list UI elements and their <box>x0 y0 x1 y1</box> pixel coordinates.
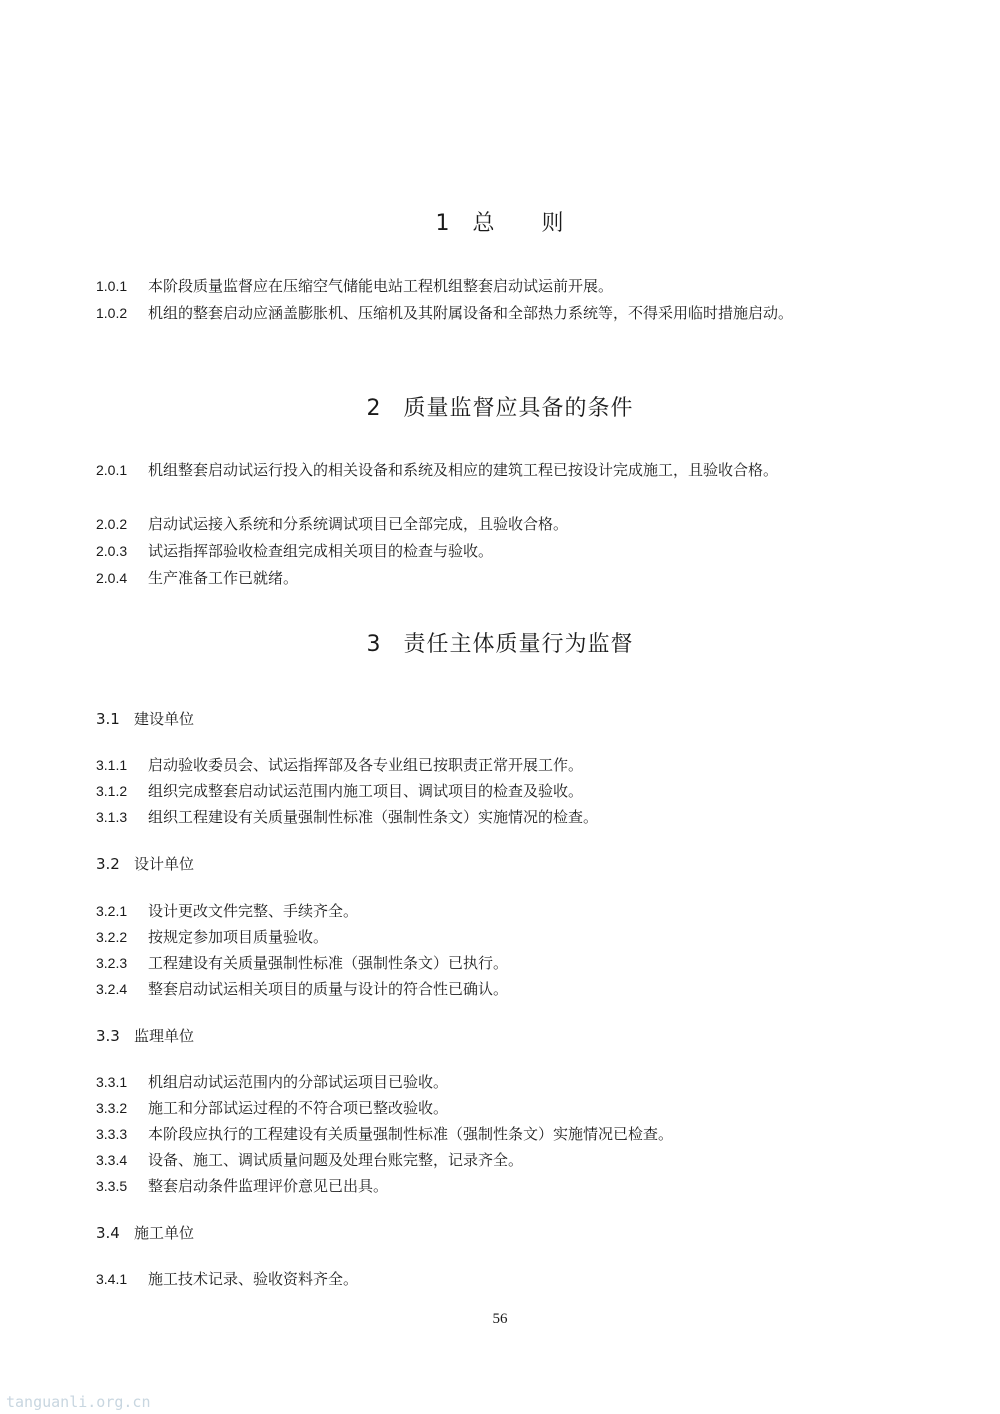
clause-text: 试运指挥部验收检查组完成相关项目的检查与验收。 <box>148 542 494 560</box>
chapter-number: 1 <box>435 211 451 236</box>
clause-text: 本阶段质量监督应在压缩空气储能电站工程机组整套启动试运前开展。 <box>148 277 614 295</box>
section-number: 3.2 <box>96 855 120 873</box>
section-heading: 建设单位 <box>134 710 195 728</box>
clause-2-0-2 <box>96 510 896 538</box>
page-number: 56 <box>492 1311 508 1327</box>
clause-text: 本阶段应执行的工程建设有关质量强制性标准（强制性条文）实施情况已检查。 <box>148 1125 674 1143</box>
site-watermark: tanguanli.org.cn <box>6 1393 151 1411</box>
clause-2-0-4 <box>96 564 896 592</box>
clause-3-2-3 <box>96 949 896 977</box>
section-number: 3.4 <box>96 1224 120 1242</box>
clause-number: 3.1.1 <box>96 757 128 773</box>
clause-text: 机组的整套启动应涵盖膨胀机、压缩机及其附属设备和全部热力系统等，不得采用临时措施启动。 <box>148 304 794 322</box>
clause-3-3-2 <box>96 1094 896 1122</box>
chapter-number: 3 <box>366 632 382 657</box>
clause-3-3-4 <box>96 1146 896 1174</box>
section-number: 3.1 <box>96 710 120 728</box>
clause-text: 设计更改文件完整、手续齐全。 <box>148 902 359 920</box>
clause-number: 1.0.2 <box>96 305 128 321</box>
clause-text: 机组启动试运范围内的分部试运项目已验收。 <box>148 1073 449 1091</box>
clause-text: 施工和分部试运过程的不符合项已整改验收。 <box>148 1099 449 1117</box>
chapter-heading: 总 则 <box>472 211 565 236</box>
clause-text: 机组整套启动试运行投入的相关设备和系统及相应的建筑工程已按设计完成施工，且验收合格。 <box>148 461 779 479</box>
clause-text: 设备、施工、调试质量问题及处理台账完整，记录齐全。 <box>148 1151 524 1169</box>
clause-number: 3.3.3 <box>96 1126 128 1142</box>
clause-number: 3.1.3 <box>96 809 128 825</box>
clause-3-2-1 <box>96 897 896 925</box>
clause-text: 组织工程建设有关质量强制性标准（强制性条文）实施情况的检查。 <box>148 808 599 826</box>
chapter-heading: 质量监督应具备的条件 <box>403 396 634 421</box>
clause-3-1-3 <box>96 803 896 831</box>
clause-2-0-3 <box>96 537 896 565</box>
clause-1-0-2 <box>96 299 896 327</box>
clause-text: 启动验收委员会、试运指挥部及各专业组已按职责正常开展工作。 <box>148 756 584 774</box>
clause-number: 2.0.2 <box>96 516 128 532</box>
section-3-1-title <box>96 708 194 729</box>
section-heading: 设计单位 <box>134 855 195 873</box>
clause-3-1-1 <box>96 751 896 779</box>
clause-number: 2.0.1 <box>96 462 128 478</box>
clause-number: 3.2.4 <box>96 981 128 997</box>
section-3-2-title <box>96 853 194 874</box>
clause-text: 施工技术记录、验收资料齐全。 <box>148 1270 359 1288</box>
clause-number: 3.3.4 <box>96 1152 128 1168</box>
clause-number: 2.0.3 <box>96 543 128 559</box>
chapter-2-title <box>0 391 1000 422</box>
section-heading: 施工单位 <box>134 1224 195 1242</box>
clause-text: 整套启动条件监理评价意见已出具。 <box>148 1177 389 1195</box>
clause-number: 3.3.2 <box>96 1100 128 1116</box>
clause-3-3-1 <box>96 1068 896 1096</box>
clause-number: 3.3.5 <box>96 1178 128 1194</box>
clause-number: 3.4.1 <box>96 1271 128 1287</box>
chapter-3-title <box>0 627 1000 658</box>
clause-1-0-1 <box>96 272 896 300</box>
clause-text: 组织完成整套启动试运范围内施工项目、调试项目的检查及验收。 <box>148 782 584 800</box>
clause-3-4-1 <box>96 1265 896 1293</box>
clause-3-3-5 <box>96 1172 896 1200</box>
clause-text: 工程建设有关质量强制性标准（强制性条文）已执行。 <box>148 954 509 972</box>
section-heading: 监理单位 <box>134 1027 195 1045</box>
section-3-3-title <box>96 1025 194 1046</box>
clause-number: 3.3.1 <box>96 1074 128 1090</box>
clause-number: 3.2.1 <box>96 903 128 919</box>
clause-number: 3.2.2 <box>96 929 128 945</box>
clause-number: 3.1.2 <box>96 783 128 799</box>
section-3-4-title <box>96 1222 194 1243</box>
chapter-number: 2 <box>366 396 382 421</box>
chapter-heading: 责任主体质量行为监督 <box>403 632 634 657</box>
clause-text: 按规定参加项目质量验收。 <box>148 928 329 946</box>
clause-2-0-1 <box>96 456 896 484</box>
section-number: 3.3 <box>96 1027 120 1045</box>
clause-text: 整套启动试运相关项目的质量与设计的符合性已确认。 <box>148 980 509 998</box>
clause-3-3-3 <box>96 1120 896 1148</box>
chapter-1-title <box>0 206 1000 237</box>
clause-3-2-4 <box>96 975 896 1003</box>
clause-number: 2.0.4 <box>96 570 128 586</box>
clause-text: 生产准备工作已就绪。 <box>148 569 299 587</box>
clause-number: 1.0.1 <box>96 278 128 294</box>
clause-3-2-2 <box>96 923 896 951</box>
clause-number: 3.2.3 <box>96 955 128 971</box>
clause-3-1-2 <box>96 777 896 805</box>
clause-text: 启动试运接入系统和分系统调试项目已全部完成，且验收合格。 <box>148 515 569 533</box>
